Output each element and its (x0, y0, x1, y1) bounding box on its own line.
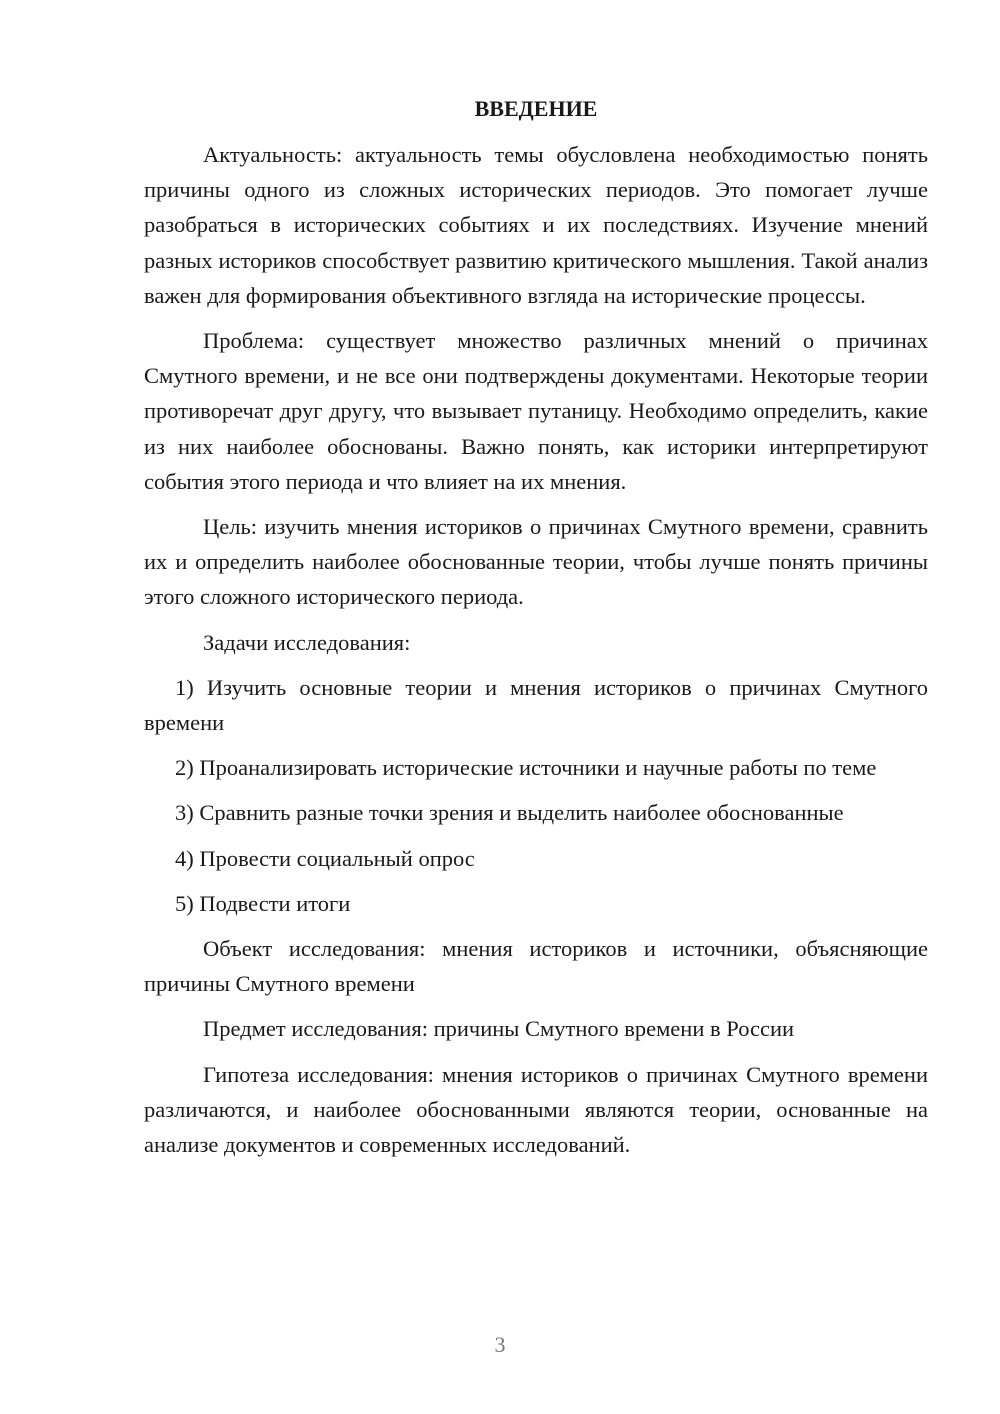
paragraph-problem: Проблема: существует множество различных мнений о причинах Смутного времени, и не все они подтверждены документами. Некоторые теории противоречат друг другу, что вызывает путаницу. Необходимо определить, какие из них наиболее обоснованы. Важно понять, как историки интерпретируют события этого периода и что влияет на их мнения. (144, 328, 928, 494)
tasks-list (144, 670, 928, 921)
list-item: 5) Подвести итоги (175, 890, 351, 916)
paragraph-object: Объект исследования: мнения историков и источники, объясняющие причины Смутного времени (144, 936, 928, 997)
list-item: 1) Изучить основные теории и мнения историков о причинах Смутного времени (144, 674, 928, 736)
paragraph-relevance: Актуальность: актуальность темы обусловлена необходимостью понять причины одного из сложных исторических периодов. Это помогает лучше разобраться в исторических событиях и их последствиях. Изучение мнений разных историков способствует развитию критического мышления. Такой анализ важен для формирования объективного взгляда на исторические процессы. (144, 142, 928, 308)
page-number: 3 (494, 1332, 506, 1357)
paragraph-hypothesis: Гипотеза исследования: мнения историков о причинах Смутного времени различаются, и наиболее обоснованными являются теории, основанные на анализе документов и современных исследований. (144, 1061, 928, 1158)
paragraph-goal: Цель: изучить мнения историков о причинах Смутного времени, сравнить их и определить наиболее обоснованные теории, чтобы лучше понять причины этого сложного исторического периода. (144, 514, 928, 610)
list-item: 4) Провести социальный опрос (175, 845, 475, 871)
list-item: 3) Сравнить разные точки зрения и выделить наиболее обоснованные (175, 800, 844, 826)
list-item: 2) Проанализировать исторические источники и научные работы по теме (175, 755, 877, 781)
tasks-heading: Задачи исследования: (203, 629, 411, 655)
paragraph-subject: Предмет исследования: причины Смутного времени в России (203, 1016, 795, 1042)
section-title: ВВЕДЕНИЕ (474, 96, 598, 121)
document-page (144, 90, 928, 1172)
